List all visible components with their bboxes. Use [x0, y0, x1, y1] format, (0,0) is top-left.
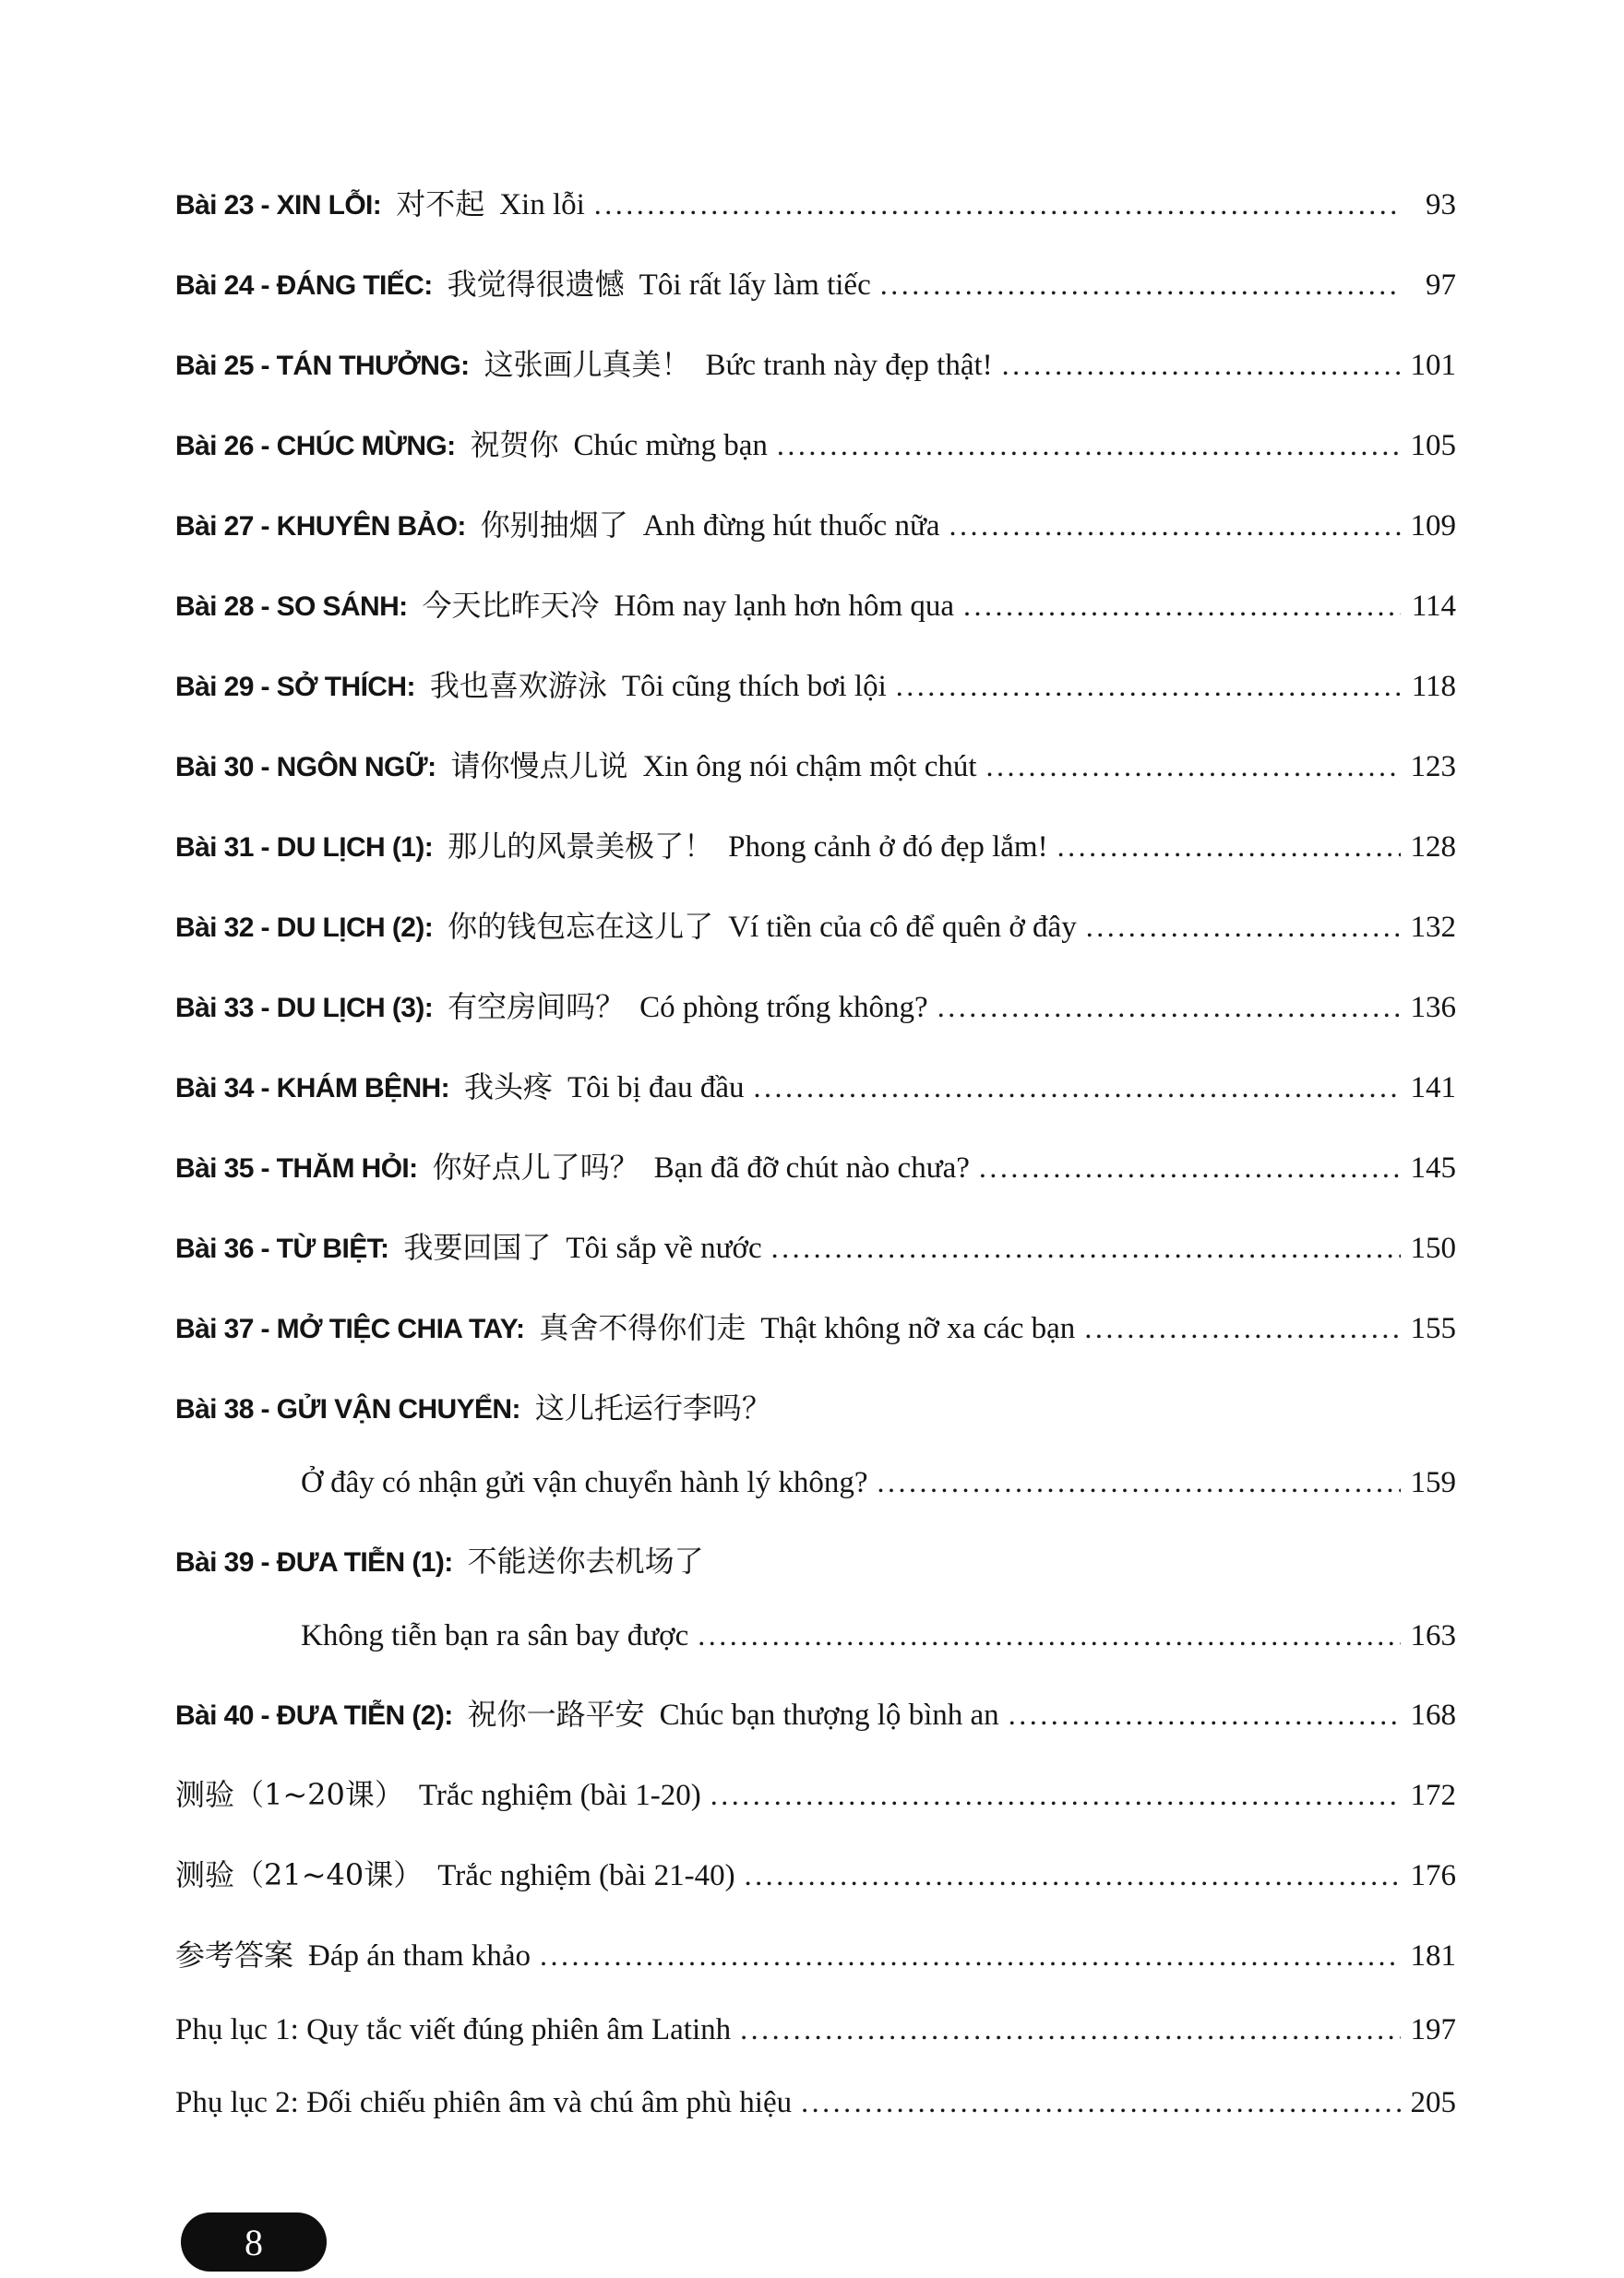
toc-entry-page: 93 — [1426, 188, 1456, 221]
toc-entry-chinese: 我觉得很遗憾 — [447, 267, 625, 302]
dot-leader — [540, 1938, 1401, 1973]
toc-entry-page: 141 — [1410, 1071, 1456, 1104]
toc-entry-label: Bài 40 - ĐƯA TIỄN (2): — [175, 1700, 453, 1731]
toc-entry-page: 145 — [1410, 1151, 1456, 1185]
toc-entry-label: Bài 23 - XIN LỖI: — [175, 190, 382, 221]
dot-leader — [740, 2012, 1401, 2046]
toc-entry-page: 123 — [1410, 750, 1456, 783]
dot-leader — [937, 990, 1401, 1024]
toc-entry-label: Bài 27 - KHUYÊN BẢO: — [175, 511, 466, 542]
toc-entry-page: 97 — [1426, 268, 1456, 302]
dot-leader — [1084, 1311, 1401, 1345]
toc-entry-label: Bài 35 - THĂM HỎI: — [175, 1153, 418, 1184]
toc-entry — [175, 2012, 1456, 2047]
dot-leader — [986, 749, 1401, 783]
page-number: 8 — [245, 2221, 263, 2263]
toc-entry — [175, 341, 1456, 384]
toc-entry — [175, 1305, 1456, 1347]
toc-entry-label: Bài 32 - DU LỊCH (2): — [175, 912, 434, 943]
toc-entry-vietnamese: Chúc bạn thượng lộ bình an — [659, 1699, 999, 1732]
toc-entry — [175, 261, 1456, 304]
toc-entry-chinese: 祝贺你 — [470, 427, 559, 462]
dot-leader — [880, 268, 1401, 302]
toc-entry-chinese: 你好点儿了吗？ — [432, 1150, 639, 1185]
toc-entry-page: 155 — [1410, 1312, 1456, 1345]
toc-entry-page: 197 — [1410, 2013, 1456, 2046]
toc-entry — [175, 1064, 1456, 1106]
toc-entry-page: 205 — [1410, 2086, 1456, 2119]
toc-entry — [175, 1385, 1456, 1427]
toc-entry-chinese: 测验（1~20课） — [175, 1777, 404, 1812]
toc-entry-vietnamese: Ở đây có nhận gửi vận chuyển hành lý không? — [301, 1466, 868, 1499]
toc-entry-chinese: 祝你一路平安 — [467, 1697, 645, 1732]
toc-entry-page: 132 — [1410, 911, 1456, 944]
toc-entry — [175, 662, 1456, 705]
toc-entry-chinese: 我头疼 — [463, 1069, 553, 1104]
dot-leader — [801, 2085, 1401, 2119]
toc-entry-label: Bài 38 - GỬI VẬN CHUYỂN: — [175, 1394, 520, 1425]
toc-entry-page: 150 — [1410, 1232, 1456, 1265]
toc-entry-vietnamese: Thật không nỡ xa các bạn — [760, 1312, 1076, 1345]
toc-entry-vietnamese: Tôi sắp về nước — [566, 1232, 762, 1265]
toc-entry-chinese: 我要回国了 — [403, 1230, 552, 1265]
toc-entry-vietnamese: Tôi bị đau đầu — [567, 1071, 745, 1104]
toc-entry-chinese: 这张画儿真美！ — [484, 347, 691, 382]
toc-entry-vietnamese: Phụ lục 1: Quy tắc viết đúng phiên âm Latinh — [175, 2013, 732, 2046]
toc-entry-chinese: 这儿托运行李吗？ — [534, 1390, 771, 1425]
toc-entry-chinese: 对不起 — [396, 186, 485, 221]
toc-entry-page: 163 — [1410, 1619, 1456, 1652]
toc-entry-page: 128 — [1410, 830, 1456, 864]
toc-entry-page: 136 — [1410, 991, 1456, 1024]
toc-entry-vietnamese: Xin lỗi — [499, 188, 585, 221]
toc-entry — [175, 582, 1456, 625]
dot-leader — [949, 508, 1401, 543]
toc-entry-chinese: 你的钱包忘在这儿了 — [448, 909, 714, 944]
toc-entry-label: Bài 33 - DU LỊCH (3): — [175, 993, 434, 1023]
dot-leader — [979, 1151, 1401, 1185]
toc-entry — [175, 903, 1456, 946]
toc-entry-label: Bài 31 - DU LỊCH (1): — [175, 832, 434, 863]
toc-entry — [175, 422, 1456, 464]
toc-entry-label: Bài 37 - MỞ TIỆC CHIA TAY: — [175, 1314, 525, 1344]
toc-entry-label: Bài 39 - ĐƯA TIỄN (1): — [175, 1547, 453, 1578]
toc-entry-vietnamese: Ví tiền của cô để quên ở đây — [728, 911, 1077, 944]
dot-leader — [754, 1070, 1401, 1104]
toc-entry-label: Bài 30 - NGÔN NGỮ: — [175, 752, 436, 782]
toc-entry-page: 101 — [1410, 349, 1456, 382]
toc-entry — [175, 984, 1456, 1026]
dot-leader — [594, 187, 1401, 221]
toc-entry-chinese: 你别抽烟了 — [480, 507, 628, 543]
toc-entry-chinese: 我也喜欢游泳 — [429, 668, 607, 703]
toc-entry-chinese: 参考答案 — [175, 1938, 294, 1973]
toc-entry-vietnamese: Chúc mừng bạn — [573, 429, 768, 462]
toc-entry-vietnamese: Trắc nghiệm (bài 1-20) — [418, 1779, 701, 1812]
toc-entry — [175, 1465, 1456, 1500]
toc-entry-vietnamese: Hôm nay lạnh hơn hôm qua — [614, 590, 955, 623]
toc-entry-vietnamese: Đáp án tham khảo — [308, 1939, 531, 1973]
toc-entry-page: 109 — [1410, 509, 1456, 543]
toc-entry-chinese: 请你慢点儿说 — [450, 748, 628, 783]
dot-leader — [1086, 910, 1401, 944]
toc-entry-vietnamese: Trắc nghiệm (bài 21-40) — [437, 1859, 735, 1892]
toc-entry-vietnamese: Anh đừng hút thuốc nữa — [642, 509, 940, 543]
dot-leader — [1057, 829, 1401, 864]
dot-leader — [896, 669, 1401, 703]
toc-entry-vietnamese: Xin ông nói chậm một chút — [642, 750, 977, 783]
toc-entry — [175, 181, 1456, 223]
toc-entry-label: Bài 25 - TÁN THƯỞNG: — [175, 351, 470, 381]
toc-entry-label: Bài 24 - ĐÁNG TIẾC: — [175, 270, 433, 301]
toc-entry — [175, 1538, 1456, 1580]
toc-entry — [175, 823, 1456, 865]
dot-leader — [1009, 1698, 1401, 1732]
toc-entry-page: 181 — [1410, 1939, 1456, 1973]
toc-entry-chinese: 今天比昨天冷 — [422, 588, 600, 623]
toc-entry — [175, 1144, 1456, 1187]
toc-entry-chinese: 那儿的风景美极了！ — [448, 829, 714, 864]
dot-leader — [745, 1858, 1401, 1892]
toc-entry — [175, 1224, 1456, 1267]
toc-entry-chinese: 测验（21~40课） — [175, 1857, 424, 1892]
toc-entry-chinese: 不能送你去机场了 — [467, 1544, 704, 1579]
toc-entry-page: 114 — [1411, 590, 1456, 623]
toc-entry-page: 168 — [1410, 1699, 1456, 1732]
toc-entry-label: Bài 34 - KHÁM BỆNH: — [175, 1073, 449, 1103]
toc-entry-vietnamese: Có phòng trống không? — [639, 991, 928, 1024]
toc-entry — [175, 1852, 1456, 1894]
page-number-pill — [181, 2212, 327, 2272]
toc-entry-vietnamese: Không tiễn bạn ra sân bay được — [301, 1619, 689, 1652]
toc-entry-label: Bài 28 - SO SÁNH: — [175, 591, 408, 622]
toc-entry — [175, 1932, 1456, 1974]
toc-entry-label: Bài 36 - TỪ BIỆT: — [175, 1234, 389, 1264]
toc-entry — [175, 502, 1456, 544]
toc-entry-page: 172 — [1410, 1779, 1456, 1812]
toc-entry-label: Bài 29 - SỞ THÍCH: — [175, 672, 415, 702]
toc-entry-chinese: 真舍不得你们走 — [539, 1310, 746, 1345]
toc-entry-vietnamese: Bức tranh này đẹp thật! — [705, 349, 993, 382]
toc-entry — [175, 1771, 1456, 1814]
dot-leader — [698, 1618, 1401, 1652]
toc-entry-chinese: 有空房间吗？ — [448, 989, 626, 1024]
toc-entry-vietnamese: Bạn đã đỡ chút nào chưa? — [653, 1151, 970, 1185]
toc-entry — [175, 2085, 1456, 2120]
toc-entry — [175, 1618, 1456, 1653]
toc-entry-vietnamese: Tôi cũng thích bơi lội — [621, 670, 887, 703]
toc-entry-vietnamese: Phụ lục 2: Đối chiếu phiên âm và chú âm phù hiệu — [175, 2086, 793, 2119]
toc-entry-page: 118 — [1411, 670, 1456, 703]
toc-entry-page: 159 — [1410, 1466, 1456, 1499]
toc-entry-label: Bài 26 - CHÚC MỪNG: — [175, 431, 456, 461]
dot-leader — [771, 1231, 1401, 1265]
toc-entry-page: 105 — [1410, 429, 1456, 462]
dot-leader — [777, 428, 1401, 462]
dot-leader — [1002, 348, 1401, 382]
dot-leader — [710, 1778, 1401, 1812]
toc-entry — [175, 1691, 1456, 1734]
dot-leader — [877, 1465, 1401, 1499]
dot-leader — [963, 589, 1401, 623]
toc-list — [175, 181, 1456, 2158]
toc-entry-vietnamese: Tôi rất lấy làm tiếc — [639, 268, 871, 302]
toc-entry-vietnamese: Phong cảnh ở đó đẹp lắm! — [728, 830, 1048, 864]
toc-entry — [175, 743, 1456, 785]
toc-entry-page: 176 — [1410, 1859, 1456, 1892]
